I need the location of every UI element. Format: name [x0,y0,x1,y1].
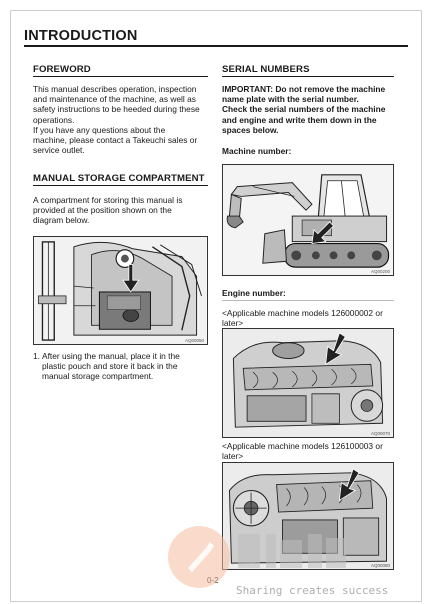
machine-number-label: Machine number: [222,146,292,156]
foreword-divider [33,76,208,77]
applicable-models-1 [222,308,402,328]
title-divider [24,45,408,47]
foreword-text [33,84,213,155]
watermark-pen-icon [176,534,222,580]
storage-text [33,195,213,226]
important-line: IMPORTANT: Do not remove the machine [222,84,386,94]
important-line: and engine and write them down in the [222,114,377,125]
important-line: Check the serial numbers of the machine [222,104,386,115]
storage-line: provided at the position shown on the [33,205,172,216]
storage-line: A compartment for storing this manual is [33,195,183,205]
storage-compartment-figure [33,236,208,345]
foreword-heading: FOREWORD [33,64,91,75]
step-line: plastic pouch and store it back in the [42,361,178,372]
page-title: INTRODUCTION [24,28,138,44]
applicable-line: later> [222,451,244,462]
figure-code: AQ00080 [370,563,390,568]
serial-important-text [222,84,402,135]
foreword-line: service outlet. [33,145,85,156]
applicable-line: <Applicable machine models 126100003 or [222,441,383,451]
applicable-line: <Applicable machine models 126000002 or [222,308,383,318]
engine-number-label: Engine number: [222,288,286,298]
watermark-logo-mark [232,528,352,574]
step-line: manual storage compartment. [42,371,154,382]
foreword-line: operations. [33,114,75,125]
foreword-line: If you have any questions about the [33,124,166,135]
step-number: 1. [33,351,40,361]
applicable-line: later> [222,318,244,329]
storage-heading: MANUAL STORAGE COMPARTMENT [33,173,205,184]
figure-code: AQ00070 [370,431,390,436]
storage-compartment-drawing [34,237,207,344]
serial-heading: SERIAL NUMBERS [222,64,310,75]
step-line: After using the manual, place it in the [42,351,180,361]
engine-figure-1 [222,328,394,438]
machine-figure [222,164,394,276]
applicable-models-2 [222,441,402,461]
figure-code: AQ00200 [370,269,390,274]
foreword-line: safety instructions to be heeded during these [33,104,200,115]
figure-code: AQ00050 [184,338,204,343]
serial-divider [222,76,394,77]
watermark-text: Sharing creates success [236,584,389,597]
foreword-line: machine, please contact a Takeuchi sales or [33,135,198,146]
important-line: name plate with the serial number. [222,94,359,105]
engine-label-divider [222,300,394,301]
foreword-line: This manual describes operation, inspection [33,84,197,94]
storage-step-text [42,351,212,382]
engine-drawing-1 [223,329,393,437]
storage-line: diagram below. [33,215,90,226]
foreword-line: and maintenance of the machine, as well as [33,94,196,105]
excavator-drawing [223,165,393,275]
storage-divider [33,185,208,186]
important-line: spaces below. [222,124,279,135]
